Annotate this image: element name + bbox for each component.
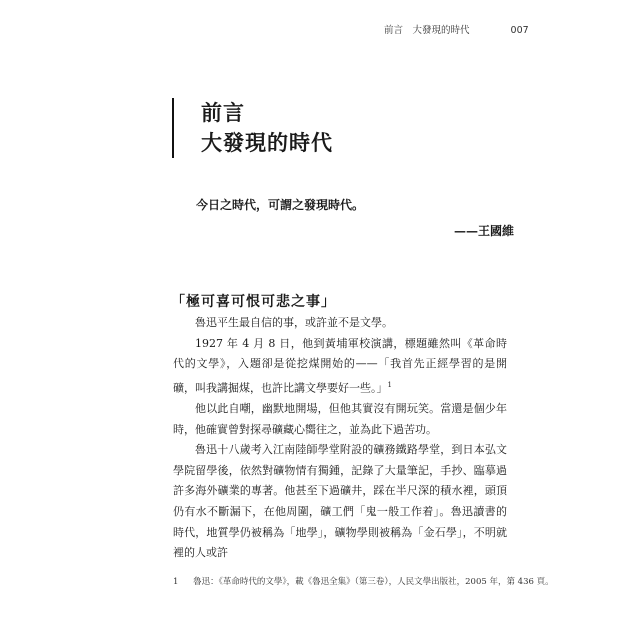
paragraph: 魯迅平生最自信的事，或許並不是文學。 (195, 316, 393, 329)
section-title: 「極可喜可恨可悲之事」 (171, 294, 336, 310)
chapter-title: 大發現的時代 (201, 130, 333, 155)
footnote-text: 魯迅：《革命時代的文學》，載《魯迅全集》（第三卷），人民文學出版社，2005 年，第 436 頁。 (193, 577, 554, 587)
epigraph-quote: 今日之時代，可謂之發現時代。 (196, 198, 365, 212)
paragraph: 魯迅十八歲考入江南陸師學堂附設的礦務鐵路學堂，到日本弘文學院留學後，依然對礦物情有獨鍾，記錄了大量筆記，手抄、臨摹過許多海外礦業的專著。他甚至下過礦井，踩在半尺深的積水裡，頭頂仍有水不斷漏下，在他周圍，礦工們「鬼一般工作着」。魯迅讀書的時代，地質學仍被稱為「地學」，礦物學則被稱為「金石學」，不明就裡的人或許 (173, 443, 507, 560)
body-text (173, 313, 507, 564)
running-header (384, 22, 529, 36)
paragraph: 1927 年 4 月 8 日，他到黃埔軍校演講，標題雖然叫《革命時代的文學》，入題卻是從挖煤開始的——「我首先正經學習的是開礦，叫我講掘煤，也許比講文學要好一些。」 (173, 336, 507, 395)
chapter-label: 前言 (201, 100, 245, 125)
page-number: 007 (510, 25, 529, 36)
paragraph-with-footnote (173, 334, 507, 399)
paragraph: 他以此自嘲，幽默地開場，但他其實沒有開玩笑。當還是個少年時，他確實曾對探尋礦藏心嚮往之，並為此下過苦功。 (173, 402, 507, 436)
running-header-title: 前言 大發現的時代 (384, 25, 470, 36)
chapter-heading (172, 98, 333, 158)
footnote-number: 1 (173, 577, 179, 587)
footnote-reference: 1 (387, 380, 392, 389)
epigraph-attribution: ——王國維 (453, 224, 514, 238)
footnote (173, 575, 554, 587)
